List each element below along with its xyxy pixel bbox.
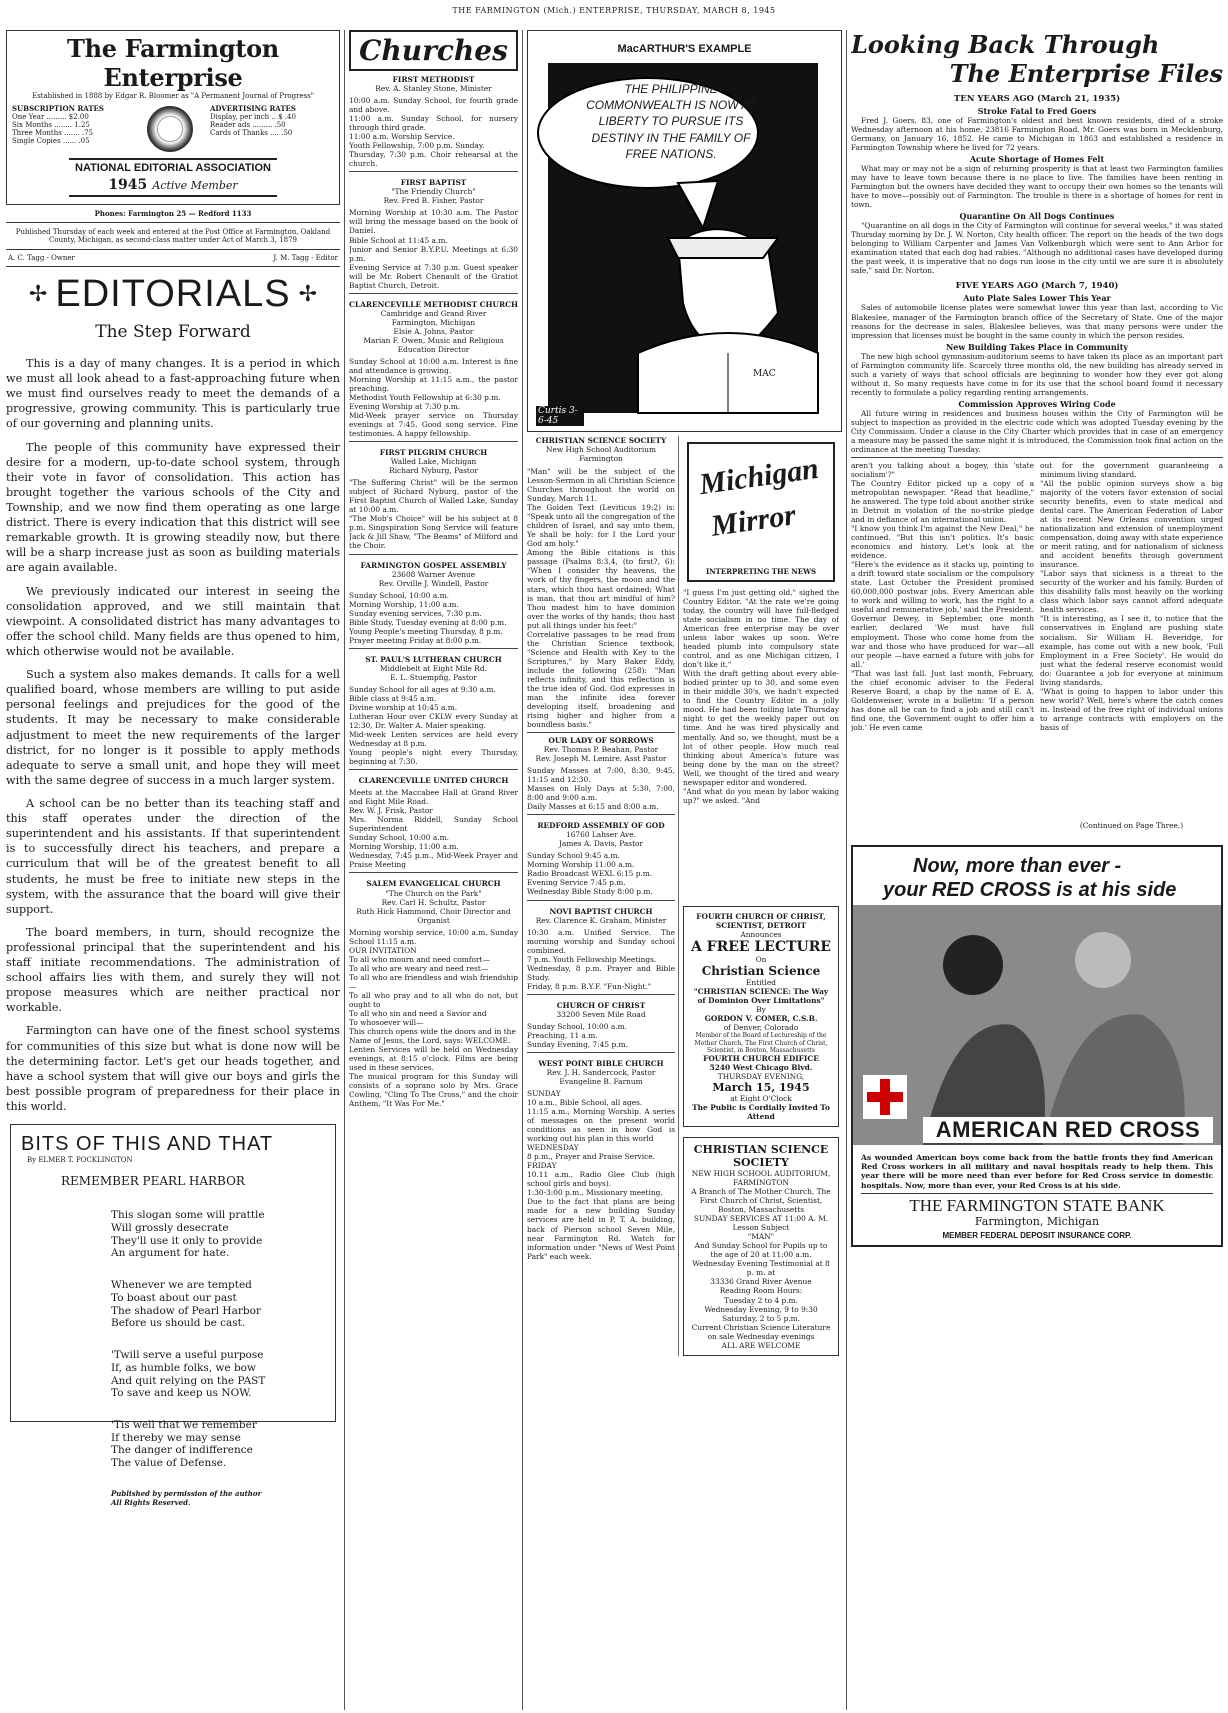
divider	[349, 648, 518, 649]
lecture-member: Member of the Board of Lectureship of the Mother Church, The First Church of Christ, Scientist, in Boston, Massachusetts	[694, 1032, 828, 1054]
church-block	[527, 1059, 675, 1261]
divider	[527, 814, 675, 815]
lookback-item-text: Fred J. Goers, 83, one of Farmington's oldest and best known residents, died of a stroke Wednesday afternoon at his home, 23816 Farmington Road. Mr. Goers was born in Mecklenburg, Germany, on January 16, 1852. He came to Michigan in 1863 and established a residence in Farmington Township where he lived for 72 years.	[851, 116, 1223, 153]
published-notice: Published Thursday of each week and entered at the Post Office at Farmington, Oakland County, Michigan, as second-class matter under Act of March 3, 1879	[6, 223, 340, 250]
editorial-paragraph: We previously indicated our interest in seeing the consolidation approved, and we still maintain that viewpoint. A consolidated district has many advantages to offer the school child. Many fields are thus opened to him, which otherwise would not be available.	[6, 584, 340, 658]
editorials-title: EDITORIALS	[55, 273, 291, 315]
middle-left-subcolumn	[527, 436, 679, 1356]
editorial-paragraph: This is a day of many changes. It is a period in which we must all look ahead to a fast-approaching future when we must find ourselves ready to meet the demands of a progressive, growing community. This is particularly true of our governing and planning units.	[6, 357, 340, 431]
lookback-item-heading: Quarantine On All Dogs Continues	[959, 211, 1115, 222]
church-block	[527, 1001, 675, 1053]
nea-year: 1945	[108, 177, 148, 193]
lookback-period: TEN YEARS AGO (March 21, 1935)	[953, 94, 1121, 104]
divider	[527, 732, 675, 733]
cs-society-block	[527, 436, 675, 729]
church-body: "The Suffering Christ" will be the sermon subject of Richard Nyburg, pastor of the First Baptist Church of Walled Lake, Sunday at 10:00 a.m. "The Mob's Choice" will be his subject at 8 p.m. Singspiration Song Service will feature Jack & Jill Shaw, "The Beams" of Milford and the Choir.	[349, 478, 518, 551]
mirror-col-2: aren't you talking about a bogey, this 'state socialism'?" The Country Editor picked up a copy of a metropolitan newspaper. "Read that headline," he answered. The type told about another strike in Detroit in violation of the no-strike pledge and in defiance of an international union. "I know you think I'm against the New Deal," he continued. "But this isn't politics. It's basic economics and history. Let's look at the evidence. "Here's the evidence as it stacks up, pointing to a drift toward state socialism or the compulsory state. Last October the President promised 60,000,000 postwar jobs. Every American able to work and willing to work, has the right to a useful and remunerative job,' said the President. Governor Dewey, in September, one month earlier, declared 'We must have full employment. Those who come home from the war and those who have produced for war—all our people —have earned a future with jobs for all.' "That was last fall. Just last month, February, the chief economic adviser to the Federal Reserve Board, a chap by the name of E. A. Goldenweiser, wrote in a bulletin: 'If a person has done all he can to find a job and still can't find one, the Government ought to offer him a job.' He even came	[851, 460, 1034, 732]
sub-rate: Six Months ........ 1.25	[12, 121, 90, 129]
lecture-title: "CHRISTIAN SCIENCE: The Way of Dominion Over Limitations"	[693, 987, 829, 1006]
cs-ad-body: NEW HIGH SCHOOL AUDITORIUM, FARMINGTON A Branch of The Mother Church, The First Church of Christ, Scientist, Boston, Massachusetts SUNDAY SERVICES AT 11:00 A. M. Lesson Subject "MAN" And Sunday School for Pupils up to the age of 20 at 11:00 a.m. Wednesday Evening Testimonial at 8 p. m. at 33336 Grand River Avenue Reading Room Hours: Tuesday 2 to 4 p.m. Wednesday Evening, 9 to 9:30 Saturday, 2 to 5 p.m. Current Christian Science Literature on sale Wednesday evenings ALL ARE WELCOME	[691, 1169, 831, 1350]
subscription-rates-heading: SUBSCRIPTION RATES	[12, 104, 104, 113]
lookback-item-text: What may or may not be a sign of returning prosperity is that at least two Farmington families may have to leave town because there is no place to live. The families have been renting in Farmington but the owners have decided they want to occupy their own homes so the tenants will have to move—possibly out of Farmington. The trouble is there is a shortage of homes for rent in town.	[851, 164, 1223, 210]
lecture-place: of Denver, Colorado	[723, 1023, 799, 1033]
lookback-item-text: The new high school gymnasium-auditorium seems to have taken its place as an important part of Farmington community life. Scarcely three months old, the new building has already served in such a variety of ways that school officials are beginning to wonder how they ever got along without it. So many requests have come in for its use that the school board found it necessary recently to formulate a policy regarding renting arrangements.	[851, 351, 1223, 397]
poem-stanza: This slogan some will prattle Will grossly desecrate They'll use it only to provide An argument for hate.	[111, 1208, 265, 1260]
mid-church-list	[527, 732, 675, 1261]
divider	[349, 441, 518, 442]
cartoon-caption: MacARTHUR'S EXAMPLE	[617, 43, 752, 55]
mirror-continued: (Continued on Page Three.)	[1079, 820, 1184, 830]
poem-title: REMEMBER PEARL HARBOR	[61, 1174, 245, 1189]
lecture-announces: Announces	[740, 930, 782, 940]
church-block	[349, 300, 518, 442]
church-body: "Man" will be the subject of the Lesson-Sermon in all Christian Science Churches throughout the world on Sunday, March 11. The Golden Text (Leviticus 19:2) is: "Speak unto all the congregation of the children of Israel, and say unto them, Ye shall be holy: for I the Lord your God am holy." Among the Bible citations is this passage (Psalms 8:3,4, (to first?, 6): "When I consider thy heavens, the work of thy fingers, the moon and the stars, which thou hast ordained; What is man, that thou art mindful of him? Thou madest him to have dominion over the works of thy hands; thou hast put all things under his feet:" Correlative passages to be read from the Christian Science textbook, "Science and Health with Key to the Scriptures," by Mary Baker Eddy, include the following (258): "Man reflects infinity, and this reflection is the true idea of God. God expresses in man the infinite idea forever developing itself, broadening and rising higher and higher from a boundless basis."	[527, 467, 675, 729]
church-body: Sunday School for all ages at 9:30 a.m. Bible class at 9:45 a.m. Divine worship at 10:45 a.m. Lutheran Hour over CKLW every Sunday at 12:30, Dr. Walter A. Maier speaking. Mid-week Lenten services are held every Wednesday at 8 p.m. Young people's night every Thursday, beginning at 7:30.	[349, 684, 518, 767]
lecture-speaker: GORDON V. COMER, C.S.B.	[704, 1014, 818, 1024]
church-body: Sunday School, 10:00 a.m. Preaching, 11 a.m. Sunday Evening, 7:45 p.m.	[527, 1021, 628, 1049]
church-info: Middlebelt at Eight Mile Rd. E. L. Stuempfig, Pastor	[380, 663, 487, 682]
cartoon-frame	[527, 30, 842, 432]
column-rule	[846, 30, 847, 1710]
red-cross-illustration	[853, 905, 1221, 1145]
lecture-free-heading: A FREE LECTURE	[690, 939, 832, 956]
divider	[349, 293, 518, 294]
church-body: 10:30 a.m. Unified Service. The morning worship and Sunday school combined. 7 p.m. Youth Fellowship Meetings. Wednesday, 8 p.m. Prayer and Bible Study. Friday, 8 p.m. B.Y.F. "Fun-Night."	[527, 927, 675, 991]
church-block	[527, 736, 675, 815]
lookback-item-text: Sales of automobile license plates were somewhat lower this year than last, according to Vic Blakeslee, manager of the Farmington branch office of the Secretary of State. One of the major reasons for the decrease in sales, Blakeslee believes, was that many persons were under the impression that licenses must be bought in the same county in which the person resides.	[851, 303, 1223, 340]
church-info: Rev. Thomas P. Beahan, Pastor Rev. Joseph M. Lemire, Asst Pastor	[535, 745, 667, 764]
divider	[527, 900, 675, 901]
cartoon-bubble-text: THE PHILIPPINE COMMONWEALTH IS NOW AT LIBERTY TO PURSUE ITS DESTINY IN THE FAMILY OF FREE NATIONS.	[586, 82, 756, 161]
nea-member: Active Member	[152, 179, 238, 192]
column-rule	[522, 30, 523, 1710]
church-info: New High School Auditorium Farmington	[545, 445, 656, 464]
cartoon-mac-label: MAC	[753, 369, 776, 379]
editorial-paragraph: Such a system also makes demands. It calls for a well qualified board, whose members are willing to put aside personal feelings and prejudices for the good of the students. It may be necessary to make considerable adjustment to meet the new requirements of the larger district, for no longer is it possible to apply methods adequate to serve a small unit, and hope they will meet with the same degree of success in a much larger system.	[6, 668, 340, 787]
church-info: 33200 Seven Mile Road	[556, 1009, 646, 1019]
page-header-line: THE FARMINGTON (Mich.) ENTERPRISE, THURSDAY, MARCH 8, 1945	[452, 6, 776, 15]
lookback-items-1935	[851, 106, 1223, 275]
church-body: SUNDAY 10 a.m., Bible School, all ages. 11:15 a.m., Morning Worship. A series of messages on the present world conditions as seen in how God is working out his plan in this world WEDNESDAY 8 p.m., Prayer and Praise Service. FRIDAY 10.11 a.m., Radio Glee Club (high school girls and boys). 1:30-3:00 p.m., Missionary meeting. Due to the fact that plans are being made for a new building Sunday services are held in P. T. A. building, back of Pierson school Seven Mile, near Farmington Rd. Watch for information under "News of West Point Park" each week.	[527, 1089, 675, 1261]
red-cross-ad	[851, 845, 1223, 1247]
lookback-title-2: The Enterprise Files	[949, 59, 1223, 88]
lookback-item-heading: Commission Approves Wiring Code	[958, 398, 1116, 409]
church-body: Sunday Masses at 7:00, 8:30, 9:45, 11:15 and 12:30. Masses on Holy Days at 5:30, 7:00, 8:00 and 9:00 a.m. Daily Masses at 6:15 and 8:00 a.m.	[527, 766, 675, 812]
church-block	[349, 75, 518, 172]
cartoon-initials: C.E.L.	[808, 416, 833, 425]
church-name: ST. PAUL'S LUTHERAN CHURCH	[365, 654, 502, 664]
church-name: FIRST METHODIST	[392, 75, 475, 84]
column-churches	[349, 30, 518, 1710]
church-name: CLARENCEVILLE METHODIST CHURCH	[349, 299, 518, 309]
editorial-paragraph: The people of this community have expressed their desire for a modern, up-to-date school system, through their vote in favor of consolidation. This action has brought together the various schools of the City and Township, and we now find them operating as one large district. There is every indication that this district will see remarkable growth. It is growing steadily now, but there will be a sharp increase just as soon as building materials are again available.	[6, 440, 340, 575]
column-masthead-editorials	[6, 30, 340, 1710]
cs-society-ad	[683, 1137, 839, 1356]
advertising-rates-heading: ADVERTISING RATES	[210, 104, 296, 113]
church-info: Walled Lake, Michigan Richard Nyburg, Pastor	[389, 457, 478, 476]
editorial-headline: The Step Forward	[95, 322, 251, 342]
lookback-period: FIVE YEARS AGO (March 7, 1940)	[955, 281, 1119, 292]
seal-icon	[147, 106, 193, 152]
cross-ornament-icon: ✢	[28, 282, 48, 307]
owner-line: A. C. Tagg - Owner	[8, 254, 75, 262]
church-body: Meets at the Maccabee Hall at Grand River and Eight Mile Road. Rev. W. J. Frisk, Pastor Mrs. Norma Riddell, Sunday School Superintendent Sunday School, 10:00 a.m. Morning Worship, 11:00 a.m. Wednesday, 7:45 p.m., Mid-Week Prayer and Praise Meeting	[349, 788, 518, 870]
lecture-topic: Christian Science	[701, 964, 821, 979]
mirror-title-2: Mirror	[709, 498, 798, 543]
mirror-col-1: "I guess I'm just getting old," sighed the Country Editor. "At the rate we're going today, the country will have full-fledged state socialism in no time. The day of American free enterprise may be over unless labor wakes up soon. We're headed plumb into compulsory state control, and as one Michigan citizen, I don't like it." With the draft getting about every able-bodied printer up to 30, and some even in their middle 30's, we hadn't expected to find the Country Editor in a jolly mood. He had been toiling late Thursday night to get the weekly paper out on time. And he was tired physically and mentally. And so, we thought, must be a lot of other people. How much real thinking about America's future was being done by the man on the street? Well, we thought of the tired and weary newspaper editor and wondered. "And what do you mean by labor waking up?" we asked. "And	[683, 588, 839, 805]
mirror-col-3: out for the government guaranteeing a minimum living standard. "All the public opinion surveys show a big majority of the voters favor extension of social security benefits, even to state medical and dental care. The American Federation of Labor at its recent New Orleans convention urged nationalization and extension of unemployment compensation, doing away with state experience or merit rating, and for nationalism of sickness and accident benefits through government insurance. "Labor says that sickness is a threat to the security of the worker and his family. Burden of this disability falls most heavily on the working class which labor says cannot afford adequate health services. "It is interesting, as I see it, to notice that the conservatives in England are pushing state socialism. Sir William H. Beveridge, for example, has come out with a new book, 'Full Employment in a Free Society'. He would do just what the federal reserve economist would do: Guarantee a job for everyone at minimum living standards. "What is going to happen to labor under this new world? Well, here's where the catch comes in. Instead of the free right of individual unions to arrange contracts with employers on the basis of	[1040, 460, 1223, 732]
church-name: OUR LADY OF SORROWS	[548, 736, 654, 745]
divider	[349, 554, 518, 555]
cartoon-signature: Curtis 3-6-45	[536, 406, 584, 426]
mirror-tagline: INTERPRETING THE NEWS	[706, 567, 816, 576]
church-name: FIRST PILGRIM CHURCH	[379, 448, 488, 458]
lookback-items-1940	[851, 293, 1223, 453]
lecture-entitled: Entitled	[746, 978, 776, 988]
column-lookback-redcross	[851, 30, 1223, 1710]
lookback-item-heading: Auto Plate Sales Lower This Year	[963, 293, 1111, 304]
editorial-paragraph: Farmington can have one of the finest school systems for communities of this size but what is done now will be the determining factor. Let's get our heads together, and have a school system that will give our boys and girls the best possible program of preparedness for their place in this world.	[6, 1024, 340, 1114]
poem-stanza: 'Twill serve a useful purpose If, as humble folks, we bow And quit relying on the PAST To save and keep us NOW.	[111, 1348, 266, 1400]
church-info: 16760 Lahser Ave. James A. Davis, Pastor	[558, 830, 644, 849]
bits-byline: By ELMER T. POCKLINGTON	[27, 1156, 133, 1165]
phones-line: Phones: Farmington 25 — Redford 1133	[6, 205, 340, 223]
adv-rate: Cards of Thanks .... .50	[210, 129, 293, 137]
church-name: CHRISTIAN SCIENCE SOCIETY	[535, 436, 667, 445]
lookback-title-1: Looking Back Through	[851, 30, 1160, 59]
lookback-item-heading: Acute Shortage of Homes Felt	[969, 154, 1105, 165]
churches-title: Churches	[359, 34, 508, 67]
nea-logo	[69, 158, 277, 197]
lecture-by: By	[756, 1005, 766, 1015]
column-rule	[344, 30, 345, 1710]
sub-rate: Single Copies ...... .05	[12, 137, 90, 145]
church-name: FIRST BAPTIST	[400, 178, 467, 188]
lookback-item-heading: Stroke Fatal to Fred Goers	[977, 106, 1097, 116]
poem-stanza: Whenever we are tempted To boast about our past The shadow of Pearl Harbor Before us should be cast.	[111, 1278, 261, 1330]
divider	[349, 171, 518, 172]
church-block	[349, 561, 518, 649]
column-middle	[527, 30, 842, 1710]
divider	[349, 769, 518, 770]
lecture-time: at Eight O'Clock	[730, 1093, 792, 1103]
church-info: Rev. A. Stanley Stone, Minister	[375, 84, 492, 94]
church-block	[349, 655, 518, 770]
editor-line: J. M. Tagg - Editor	[273, 254, 338, 262]
lecture-evening: THURSDAY EVENING,	[717, 1071, 805, 1081]
lookback-item-text: "Quarantine on all dogs in the City of Farmington will continue for several weeks," it was stated Thursday morning by Dr. J. W. Norton, City health officer. The report on the heads of the two dogs belonging to William Carpenter and James Van Volkenburgh which were sent to Ann Arbor for examination stated that each dog had rabies. "Although no additional cases have developed during the past week, it is imperative that no dogs run loose in the city until we are sure it is absolutely safe," said Dr. Norton.	[851, 221, 1223, 276]
poem-credit: Published by permission of the author All Rights Reserved.	[111, 1488, 262, 1507]
bits-box	[10, 1124, 336, 1507]
masthead-title: The Farmington Enterprise	[67, 34, 279, 92]
adv-rate: Reader ads ......... .50	[210, 121, 286, 129]
editorial-paragraph: A school can be no better than its teaching staff and this staff operates under the direction of the superintendent and his assistants. If that superintendent is to successfully direct his teachers, and prepare a curriculum that will be of the greatest benefit to all students, he must be free to initiate new steps in the system, with the assurance that the board will give their support.	[6, 796, 340, 916]
middle-right-subcolumn	[679, 436, 839, 1356]
lecture-address: 5240 West Chicago Blvd.	[709, 1062, 813, 1072]
sub-rate: Three Months ....... .75	[12, 129, 93, 137]
church-name: NOVI BAPTIST CHURCH	[549, 906, 653, 916]
rc-text: As wounded American boys come back from the battle fronts they find American Red Cross workers in all military and naval hospitals ready to help them. This year there will be more need than ever before for Red Cross service in domestic hospitals. Now, more than ever, your Red Cross is at his side.	[861, 1152, 1213, 1190]
rc-banner: AMERICAN RED CROSS	[923, 1117, 1213, 1143]
church-info: Rev. J. H. Sandercock, Pastor Evangeline B. Farnum	[546, 1067, 656, 1086]
lookback-item-text: All future wiring in residences and business houses within the City of Farmington will be subject to inspection as provided in the electric code which was adopted Tuesday evening by the City Commission. Under a clause in the City Charter which provides that in case of an emergency a measure may be passed the same night it is introduced, the Commission took final action on the ordinance at the meeting Tuesday.	[851, 408, 1223, 454]
church-name: SALEM EVANGELICAL CHURCH	[366, 879, 501, 889]
poem-stanza: 'Tis well that we remember If thereby we may sense The danger of indifference The value of Defense.	[111, 1418, 257, 1470]
established-line: Established in 1888 by Edgar R. Bloomer as "A Permanent Journal of Progress"	[31, 92, 315, 100]
cs-ad-name: CHRISTIAN SCIENCE SOCIETY	[693, 1143, 829, 1170]
church-info: Rev. Clarence K. Graham, Minister	[535, 915, 667, 925]
church-name: REDFORD ASSEMBLY OF GOD	[537, 821, 665, 831]
church-info: "The Church on the Park" Rev. Carl H. Schultz, Pastor Ruth Hick Hammond, Choir Director and Organist	[356, 888, 511, 925]
church-block	[527, 821, 675, 900]
church-name: FARMINGTON GOSPEL ASSEMBLY	[360, 560, 507, 570]
mirror-title-1: Michigan	[697, 451, 821, 502]
divider	[527, 1052, 675, 1053]
church-block	[527, 907, 675, 995]
michigan-mirror-logo	[687, 442, 835, 582]
church-body: Sunday School at 10:00 a.m. Interest is fine and attendance is growing. Morning Worship at 11:15 a.m., the pastor preaching. Methodist Youth Fellowship at 6:30 p.m. Evening Worship at 7:30 p.m. Mid-Week prayer service on Thursday evenings at 7:45. Good song service. Fine testimonies. A happy fellowship.	[349, 356, 518, 439]
lecture-invite: The Public is Cordially Invited To Attend	[692, 1103, 830, 1122]
lookback-item-heading: New Building Takes Place in Community	[945, 341, 1129, 352]
lecture-edifice: FOURTH CHURCH EDIFICE	[703, 1053, 819, 1063]
lecture-on: On	[755, 955, 767, 965]
church-block	[349, 448, 518, 554]
church-list	[349, 75, 518, 1108]
lecture-church: FOURTH CHURCH OF CHRIST, SCIENTIST, DETROIT	[696, 912, 826, 931]
bank-fdic: MEMBER FEDERAL DEPOSIT INSURANCE CORP.	[942, 1230, 1132, 1240]
bits-title: BITS OF THIS AND THAT	[21, 1133, 274, 1156]
church-body: Sunday School, 10:00 a.m. Morning Worship, 11:00 a.m. Sunday evening services, 7:30 p.m. Bible Study, Tuesday evening at 8:00 p.m. Young People's meeting Thursday, 8 p.m. Prayer meeting Friday at 8:00 p.m.	[349, 590, 507, 645]
divider	[349, 872, 518, 873]
church-name: CLARENCEVILLE UNITED CHURCH	[358, 776, 509, 786]
church-body: Sunday School 9:45 a.m. Morning Worship 11:00 a.m. Radio Broadcast WEXL 6:15 p.m. Evening Service 7:45 p.m. Wednesday Bible Study 8:00 p.m.	[527, 851, 653, 897]
church-name: CHURCH OF CHRIST	[556, 1000, 646, 1010]
church-block	[349, 178, 518, 293]
church-info: Cambridge and Grand River Farmington, Michigan Elsie A. Johns, Pastor Marian F. Owen, Music and Religious Education Director	[363, 308, 504, 354]
lecture-date: March 15, 1945	[712, 1080, 810, 1094]
editorial-paragraph: The board members, in turn, should recognize the professional principal that the superintendent and his staff initiate recommendations. The administration of school affairs lies with them, and surely they will not propose measures which are neither practical nor workable.	[6, 925, 340, 1015]
church-block	[349, 879, 518, 1108]
church-body: Morning worship service, 10:00 a.m. Sunday School 11:15 a.m. OUR INVITATION To all who mourn and need comfort— To all who are weary and need rest— To all who are friendless and wish friendship— To all who pray and to all who do not, but ought to To all who sin and need a Savior and To whosoever will— This church opens wide the doors and in the Name of Jesus, the Lord, says: WELCOME. Lenten Services will be held on Wednesday evenings, at 8:15 o'clock. Films are being used in these services. The musical program for this Sunday will consists of a soprano solo by Mrs. Grace Cowling, "Cling To The Cross," and the choir Anthem, "It Was For Me."	[349, 927, 518, 1109]
rc-headline-1: Now, more than ever -	[913, 854, 1122, 877]
nea-name: NATIONAL EDITORIAL ASSOCIATION	[75, 162, 271, 174]
church-info: "The Friendly Church" Rev. Fred B. Fisher, Pastor	[383, 187, 484, 206]
divider	[527, 994, 675, 995]
adv-rate: Display, per inch .. $ .40	[210, 113, 296, 121]
bank-name: THE FARMINGTON STATE BANK	[861, 1193, 1213, 1216]
church-block	[349, 776, 518, 873]
church-body: 10:00 a.m. Sunday School, for fourth grade and above. 11:00 a.m. Sunday School, for nursery through third grade. 11:00 a.m. Worship Service. Youth Fellowship, 7:00 p.m. Sunday. Thursday, 7:30 p.m. Choir rehearsal at the church.	[349, 96, 518, 169]
church-body: Morning Worship at 10:30 a.m. The Pastor will bring the message based on the book of Daniel. Bible School at 11:45 a.m. Junior and Senior B.Y.P.U. Meetings at 6:30 p.m. Evening Service at 7:30 p.m. Guest speaker will be Mr. Robert Chenault of the Gratiot Baptist Church, Detroit.	[349, 208, 518, 290]
church-name: WEST POINT BIBLE CHURCH	[538, 1058, 664, 1068]
church-info: 23608 Warner Avenue Rev. Orville J. Windell, Pastor	[378, 569, 489, 588]
bank-city: Farmington, Michigan	[974, 1214, 1100, 1228]
lecture-box	[683, 906, 839, 1127]
rc-headline-2: your RED CROSS is at his side	[883, 878, 1177, 901]
cross-ornament-icon: ✢	[298, 282, 318, 307]
churches-title-box	[349, 30, 518, 71]
sub-rate: One Year ......... $2.00	[12, 113, 89, 121]
